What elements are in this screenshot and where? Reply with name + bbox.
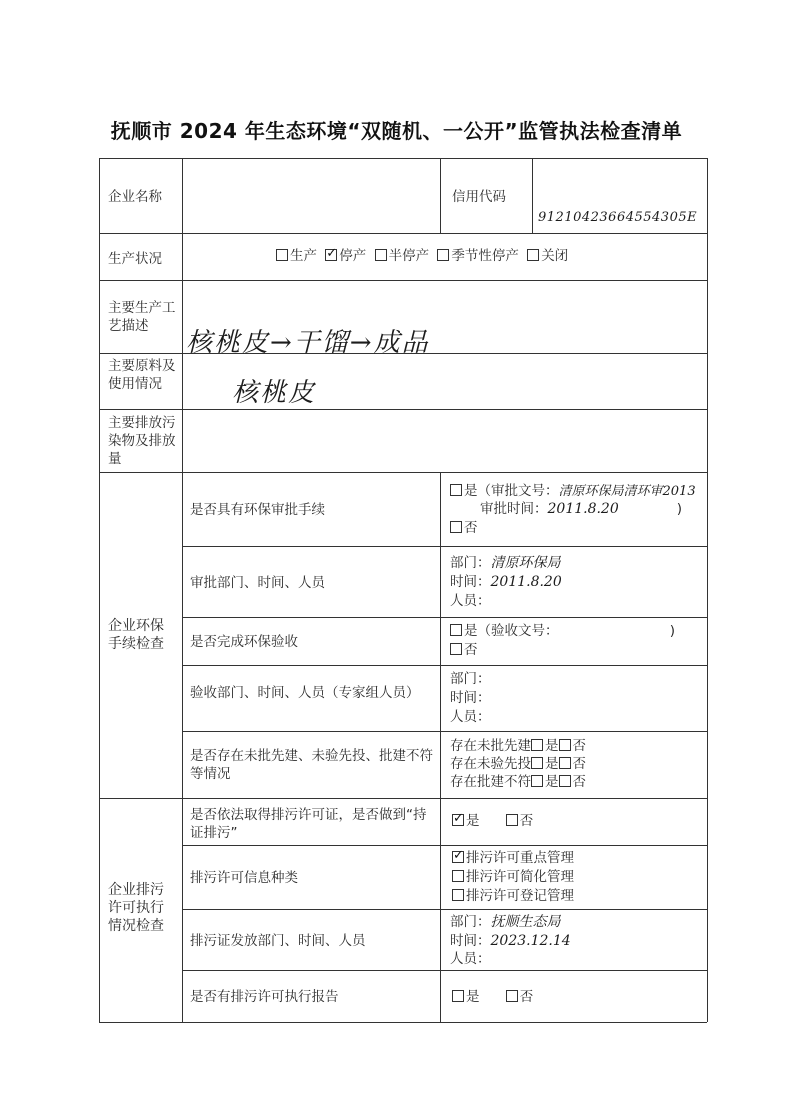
approval-dept-line xyxy=(450,554,561,572)
acceptance-dept-row: 部门： xyxy=(450,671,491,687)
checkbox-seasonal[interactable] xyxy=(437,249,449,261)
acceptance-time-row: 时间： xyxy=(450,690,491,706)
acceptance-yes-label: 是（验收文号： xyxy=(464,623,552,639)
approval-yes-label: 是（审批文号： xyxy=(464,483,559,499)
permit-yes-label: 是 xyxy=(466,813,480,829)
checkbox-partial-suspended[interactable] xyxy=(375,249,387,261)
approval-no-label: 否 xyxy=(464,520,478,536)
materials-value: 核桃皮 xyxy=(232,378,317,408)
report-no-label: 否 xyxy=(519,989,534,1005)
env-section-label: 企业环保手续检查 xyxy=(108,618,164,652)
issue-question: 排污证发放部门、时间、人员 xyxy=(190,933,366,949)
checkbox-violation-3-yes[interactable] xyxy=(531,775,543,787)
checkbox-production[interactable] xyxy=(276,249,288,261)
acceptance-yes-line xyxy=(450,622,675,640)
issue-time-label: 时间： xyxy=(450,933,491,949)
option-label: 停产 xyxy=(339,248,367,264)
violation-row-3 xyxy=(450,773,586,791)
approval-yes-line xyxy=(450,482,696,501)
issue-dept-row xyxy=(450,913,561,931)
approval-person-row: 人员： xyxy=(450,593,491,609)
permit-type-2 xyxy=(452,868,574,886)
time-label: 时间： xyxy=(450,574,491,590)
permit-section-label: 企业排污许可执行情况检查 xyxy=(108,882,164,934)
approval-time-label: 审批时间： xyxy=(480,501,548,517)
permit-type-3 xyxy=(452,887,574,905)
violation-label: 存在批建不符 xyxy=(450,774,531,790)
option-label: 关闭 xyxy=(541,248,569,264)
permit-type-1 xyxy=(452,849,574,867)
acceptance-person-row: 人员： xyxy=(450,709,491,725)
credit-code-label: 信用代码 xyxy=(452,189,506,205)
checkbox-permit-yes-checked[interactable] xyxy=(452,814,464,826)
process-label: 主要生产工艺描述 xyxy=(108,300,176,334)
report-yes-label: 是 xyxy=(466,989,480,1005)
issue-person-row: 人员： xyxy=(450,951,491,967)
approval-doc-number: 清原环保局清环审2013 xyxy=(558,484,696,499)
issue-time-value: 2023.12.14 xyxy=(490,933,571,949)
checkbox-report-no[interactable] xyxy=(506,990,518,1002)
no-label: 否 xyxy=(572,774,586,790)
production-options xyxy=(276,247,568,265)
company-name-label: 企业名称 xyxy=(108,189,162,205)
acceptance-no-label: 否 xyxy=(464,642,478,658)
acceptance-dept-question: 验收部门、时间、人员（专家组人员） xyxy=(190,685,420,701)
report-answer xyxy=(452,988,533,1006)
issue-dept-label: 部门： xyxy=(450,914,491,930)
checkbox-acceptance-no[interactable] xyxy=(450,643,462,655)
production-status-label: 生产状况 xyxy=(108,251,162,267)
acceptance-close-paren: ) xyxy=(669,623,676,639)
permit-no-label: 否 xyxy=(519,813,534,829)
report-question: 是否有排污许可执行报告 xyxy=(190,989,339,1005)
issue-time-row xyxy=(450,932,571,950)
checkbox-violation-3-no[interactable] xyxy=(559,775,571,787)
checkbox-acceptance-yes[interactable] xyxy=(450,624,462,636)
checkbox-simplified-management[interactable] xyxy=(452,870,464,882)
checkbox-violation-2-no[interactable] xyxy=(559,757,571,769)
violation-row-2 xyxy=(450,755,586,773)
approval-dept-question: 审批部门、时间、人员 xyxy=(190,575,325,591)
materials-label: 主要原料及使用情况 xyxy=(108,358,176,392)
option-label: 半停产 xyxy=(388,248,430,264)
approval-time-line xyxy=(480,500,682,518)
process-value: 核桃皮→干馏→成品 xyxy=(186,328,430,358)
permit-type-question: 排污许可信息种类 xyxy=(190,870,298,886)
no-label: 否 xyxy=(572,738,586,754)
page-title: 抚顺市 2024 年生态环境“双随机、一公开”监管执法检查清单 xyxy=(110,119,683,143)
violation-label: 存在未批先建 xyxy=(450,738,531,754)
issue-dept-value: 抚顺生态局 xyxy=(490,914,561,930)
checkbox-registration-management[interactable] xyxy=(452,889,464,901)
checkbox-report-yes[interactable] xyxy=(452,990,464,1002)
approval-close-paren: ) xyxy=(676,501,683,517)
pollutants-label: 主要排放污染物及排放量 xyxy=(108,415,176,467)
checkbox-violation-1-yes[interactable] xyxy=(531,739,543,751)
yes-label: 是 xyxy=(545,738,559,754)
dept-value: 清原环保局 xyxy=(490,555,561,571)
violation-row-1 xyxy=(450,737,586,755)
permit-question: 是否依法取得排污许可证，是否做到“持证排污” xyxy=(190,807,427,841)
violation-label: 存在未验先投 xyxy=(450,756,531,772)
violation-question: 是否存在未批先建、未验先投、批建不符等情况 xyxy=(190,748,433,782)
approval-time-row xyxy=(450,573,562,591)
checkbox-violation-1-no[interactable] xyxy=(559,739,571,751)
checkbox-violation-2-yes[interactable] xyxy=(531,757,543,769)
option-label: 生产 xyxy=(290,248,317,264)
yes-label: 是 xyxy=(545,774,559,790)
credit-code-value: 91210423664554305E xyxy=(538,210,698,225)
no-label: 否 xyxy=(572,756,586,772)
checkbox-approval-yes[interactable] xyxy=(450,484,462,496)
time-value: 2011.8.20 xyxy=(490,574,562,590)
approval-no-line xyxy=(450,519,478,537)
checkbox-approval-no[interactable] xyxy=(450,521,462,533)
checkbox-suspended-checked[interactable] xyxy=(325,249,337,261)
approval-question: 是否具有环保审批手续 xyxy=(190,502,325,518)
type-label: 排污许可登记管理 xyxy=(466,888,574,904)
permit-answer xyxy=(452,812,533,830)
checkbox-key-management-checked[interactable] xyxy=(452,851,464,863)
type-label: 排污许可重点管理 xyxy=(466,850,574,866)
checkbox-closed[interactable] xyxy=(527,249,539,261)
dept-label: 部门： xyxy=(450,555,491,571)
approval-time-value: 2011.8.20 xyxy=(547,501,619,517)
type-label: 排污许可简化管理 xyxy=(466,869,574,885)
option-label: 季节性停产 xyxy=(451,248,519,264)
acceptance-question: 是否完成环保验收 xyxy=(190,634,298,650)
yes-label: 是 xyxy=(545,756,559,772)
acceptance-no-line xyxy=(450,641,478,659)
checkbox-permit-no[interactable] xyxy=(506,814,518,826)
